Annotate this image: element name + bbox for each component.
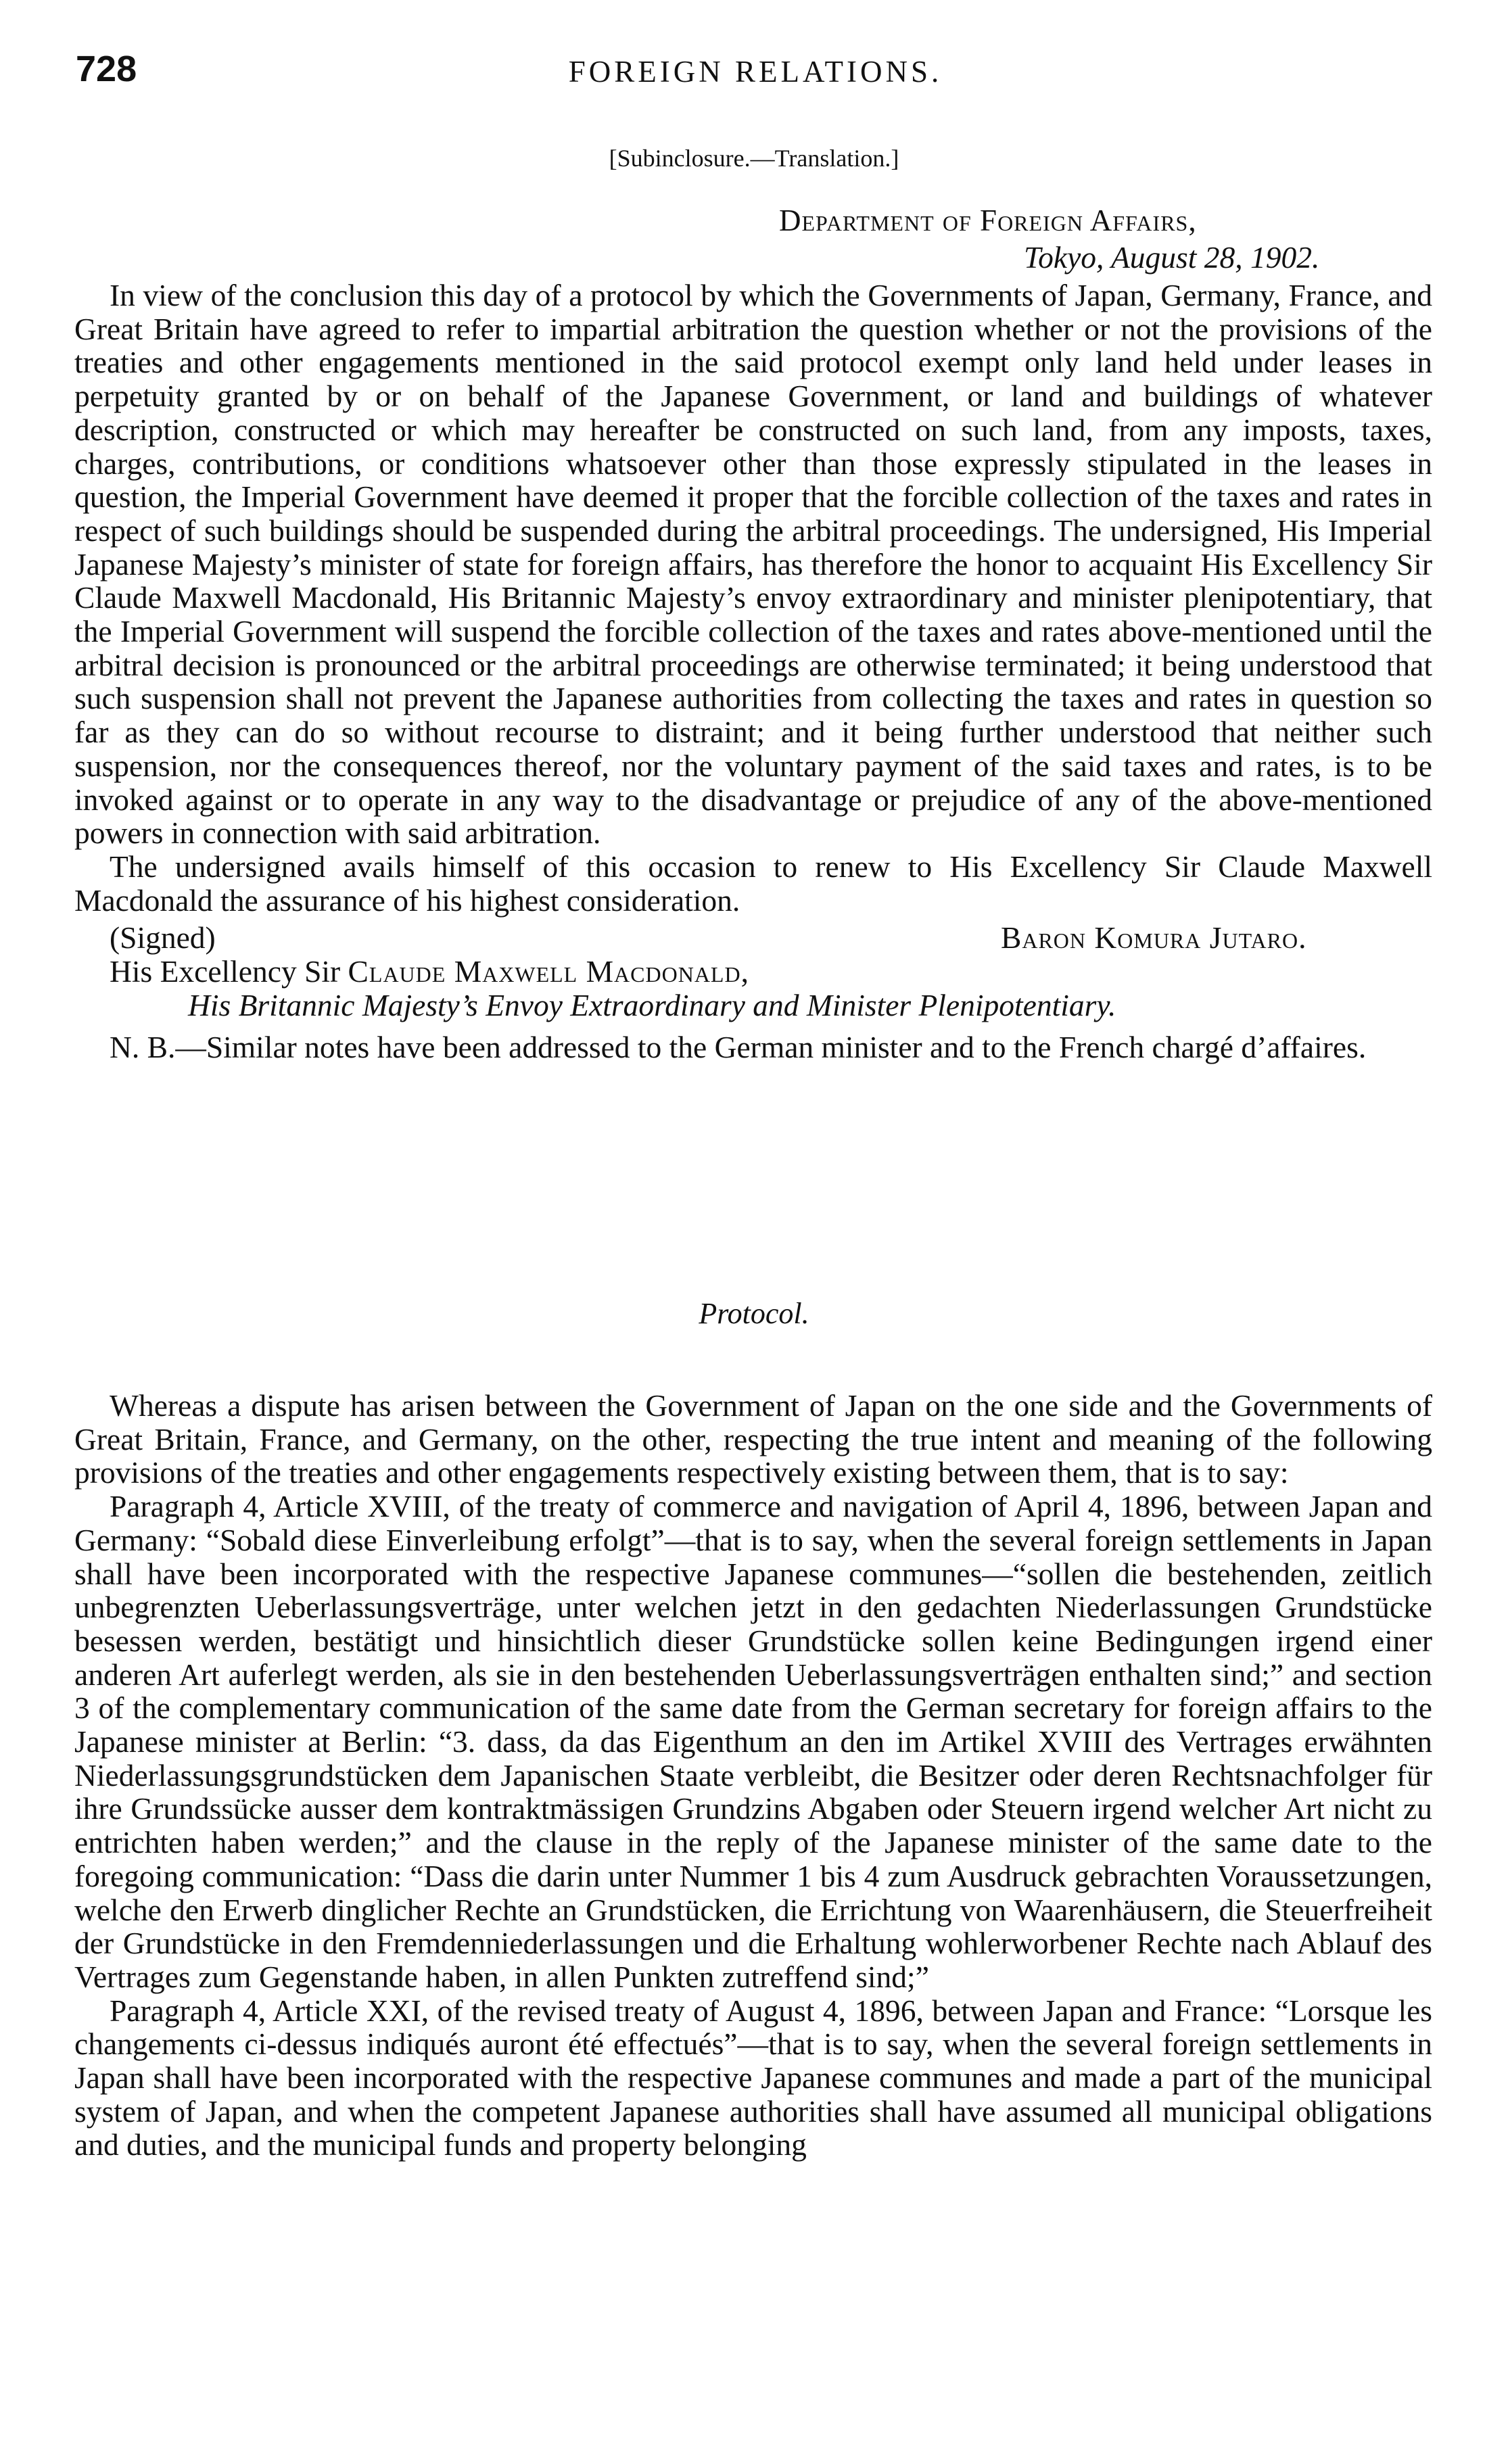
note-closing-paragraph: The undersigned avails himself of this occasion to renew to His Excellency Sir Claude Maxwell Macdonald the assurance of his highest consideration. bbox=[74, 849, 1432, 918]
running-title: FOREIGN RELATIONS. bbox=[568, 55, 943, 89]
protocol-paragraph: Paragraph 4, Article XXI, of the revised treaty of August 4, 1896, between Japan and France: “Lorsque les changements ci-dessus indiqués auront été effectués”—that is to say, when the several foreign settlements in Japan shall have been incorporated with the respective Japanese communes and made a part of the municipal system of Japan, and when the competent Japanese authorities shall have assumed all municipal obligations and duties, and the municipal funds and property belonging bbox=[74, 1993, 1432, 2162]
note-paragraph: In view of the conclusion this day of a protocol by which the Governments of Japan, Germany, France, and Great Britain have agreed to refer to impartial arbitration the question whether or not the provisions of the treaties and other engagements mentioned in the said protocol exempt only land held under leases in perpetuity granted by or on behalf of the Japanese Government, or land and buildings of whatever description, constructed or which may hereafter be constructed on such land, from any imposts, taxes, charges, contributions, or conditions whatsoever other than those expressly stipulated in the leases in question, the Imperial Government have deemed it proper that the forcible collection of the taxes and rates in respect of such buildings should be suspended during the arbitral proceedings. The undersigned, His Imperial Japanese Majesty’s minister of state for foreign affairs, has therefore the honor to acquaint His Excellency Sir Claude Maxwell Macdonald, His Britannic Majesty’s envoy extraordinary and minister plenipotentiary, that the Imperial Government will suspend the forcible collection of the taxes and rates above-mentioned until the arbitral decision is pronounced or the arbitral proceedings are otherwise terminated; it being understood that such suspension shall not prevent the Japanese authorities from collecting the taxes and rates in question so far as they can do so without recourse to distraint; and it being further understood that neither such suspension, nor the consequences thereof, nor the voluntary payment of the said taxes and rates, is to be invoked against or to operate in any way to the disadvantage or prejudice of any of the above-mentioned powers in connection with said arbitration. bbox=[74, 278, 1432, 851]
page-header bbox=[76, 49, 1435, 100]
addressee-title: His Britannic Majesty’s Envoy Extraordinary and Minister Plenipotentiary. bbox=[188, 988, 1116, 1023]
addressee-name: Claude Maxwell Macdonald, bbox=[348, 954, 749, 989]
signature-line bbox=[74, 921, 1432, 955]
page-number: 728 bbox=[76, 49, 137, 89]
subinclosure-label: [Subinclosure.—Translation.] bbox=[609, 145, 899, 172]
spacer bbox=[74, 1022, 1432, 1030]
protocol-paragraph: Whereas a dispute has arisen between the Government of Japan on the one side and the Governments of Great Britain, France, and Germany, on the other, respecting the true intent and meaning of the following provisions of the treaties and other engagements respectively existing between them, that is to say: bbox=[74, 1388, 1432, 1490]
protocol-title: Protocol. bbox=[699, 1297, 809, 1330]
protocol-paragraph: Paragraph 4, Article XVIII, of the treaty of commerce and navigation of April 4, 1896, between Japan and Germany: “Sobald diese Einverleibung erfolgt”—that is to say, when the several foreign settlements in Japan shall have been incorporated with the respective Japanese communes—“sollen die bestehenden, zeitlich unbegrenzten Ueberlassungsverträge, unter welchen jetzt in den gedachten Niederlassungen Grundstücke besessen werden, bestätigt und hinsichtlich dieser Grundstücke sollen keine Bedingungen irgend einer anderen Art auferlegt werden, als sie in den bestehenden Ueberlassungsverträgen enthalten sind;” and section 3 of the complementary communication of the same date from the German secretary for foreign affairs to the Japanese minister at Berlin: “3. dass, da das Eigenthum an den im Artikel XVIII des Vertrages erwähnten Niederlassungsgrundstücken dem Japanischen Staate verbleibt, die Besitzer oder deren Rechtsnachfolger für ihre Grundssücke ausser dem kontraktmässigen Grundzins Abgaben oder Steuern irgend welcher Art nicht zu entrichten haben werden;” and the clause in the reply of the Japanese minister of the same date to the foregoing communication: “Dass die darin unter Nummer 1 bis 4 zum Ausdruck gebrachten Voraussetzungen, welche den Erwerb dinglicher Rechte an Grundstücken, die Errichtung von Waarenhäusern, die Steuerfreiheit der Grundstücke in den Fremdenniederlassungen und die Erhaltung wohlerworbener Rechte nach Ablauf des Vertrages zum Gegenstande haben, in allen Punkten zutreffend sind;” bbox=[74, 1489, 1432, 1994]
nota-bene: N. B.—Similar notes have been addressed to the German minister and to the French chargé d’affaires. bbox=[110, 1029, 1367, 1064]
addressee-prefix: His Excellency Sir bbox=[110, 954, 348, 989]
department-heading: Department of Foreign Affairs, bbox=[779, 204, 1197, 237]
place-and-date: Tokyo, August 28, 1902. bbox=[1024, 240, 1320, 275]
signatory-name: Baron Komura Jutaro. bbox=[1001, 920, 1307, 955]
addressee-line bbox=[74, 955, 1432, 989]
signed-label: (Signed) bbox=[110, 920, 216, 955]
note-body bbox=[74, 279, 1432, 1064]
protocol-body bbox=[74, 1389, 1432, 2162]
